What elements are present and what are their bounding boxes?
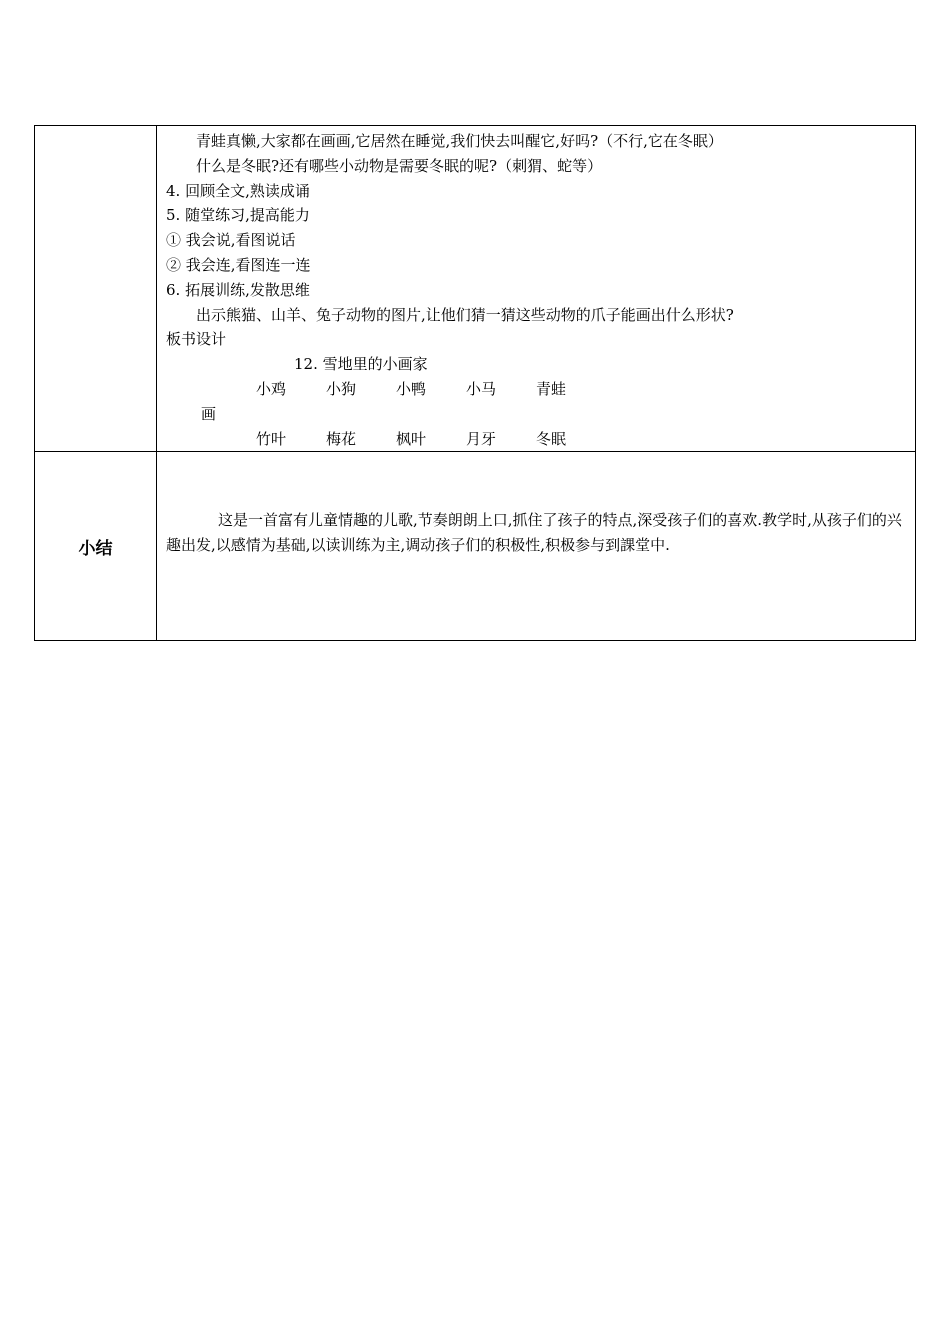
- board-drawing: 冬眠: [536, 429, 567, 448]
- board-drawings-row: [166, 427, 907, 452]
- text-line: 6. 拓展训练,发散思维: [166, 280, 310, 299]
- summary-row: [35, 452, 916, 641]
- text-line: ② 我会连,看图连一连: [166, 255, 311, 274]
- board-animal: 小鸭: [396, 379, 427, 398]
- lesson-plan-table: [34, 125, 916, 641]
- board-animal: 小狗: [326, 379, 357, 398]
- left-cell-empty: [35, 126, 157, 452]
- text-line: ① 我会说,看图说话: [166, 231, 296, 250]
- text-line: 什么是冬眠?还有哪些小动物是需要冬眠的呢?（刺猬、蛇等）: [196, 156, 603, 175]
- board-design-heading: 板书设计: [166, 330, 227, 349]
- text-line: 5. 随堂练习,提高能力: [166, 206, 310, 225]
- board-drawing: 梅花: [326, 429, 357, 448]
- board-title: 12. 雪地里的小画家: [294, 355, 428, 374]
- board-animals-row: [166, 377, 907, 402]
- board-drawing: 枫叶: [396, 429, 427, 448]
- board-middle-word: 画: [201, 404, 217, 423]
- text-line: 青蛙真懒,大家都在画画,它居然在睡觉,我们快去叫醒它,好吗?（不行,它在冬眠）: [196, 132, 723, 150]
- board-drawing: 竹叶: [256, 429, 287, 448]
- text-line: 出示熊猫、山羊、兔子动物的图片,让他们猜一猜这些动物的爪子能画出什么形状?: [196, 305, 734, 324]
- board-animal: 小马: [466, 379, 497, 398]
- summary-text: 这是一首富有儿童情趣的儿歌,节奏朗朗上口,抓住了孩子的特点,深受孩子们的喜欢.教学时,从孩子们的兴趣出发,以感情为基础,以读训练为主,调动孩子们的积极性,积极参与到課堂中.: [166, 511, 902, 555]
- summary-label: 小结: [78, 538, 113, 559]
- text-line: 4. 回顾全文,熟读成诵: [166, 181, 310, 200]
- teaching-process-cell: [157, 126, 916, 452]
- board-animal: 青蛙: [536, 379, 567, 398]
- board-drawing: 月牙: [466, 429, 497, 448]
- summary-text-cell: [157, 452, 916, 641]
- teaching-process-row: [35, 126, 916, 452]
- board-animal: 小鸡: [256, 379, 287, 398]
- summary-label-cell: [35, 452, 157, 641]
